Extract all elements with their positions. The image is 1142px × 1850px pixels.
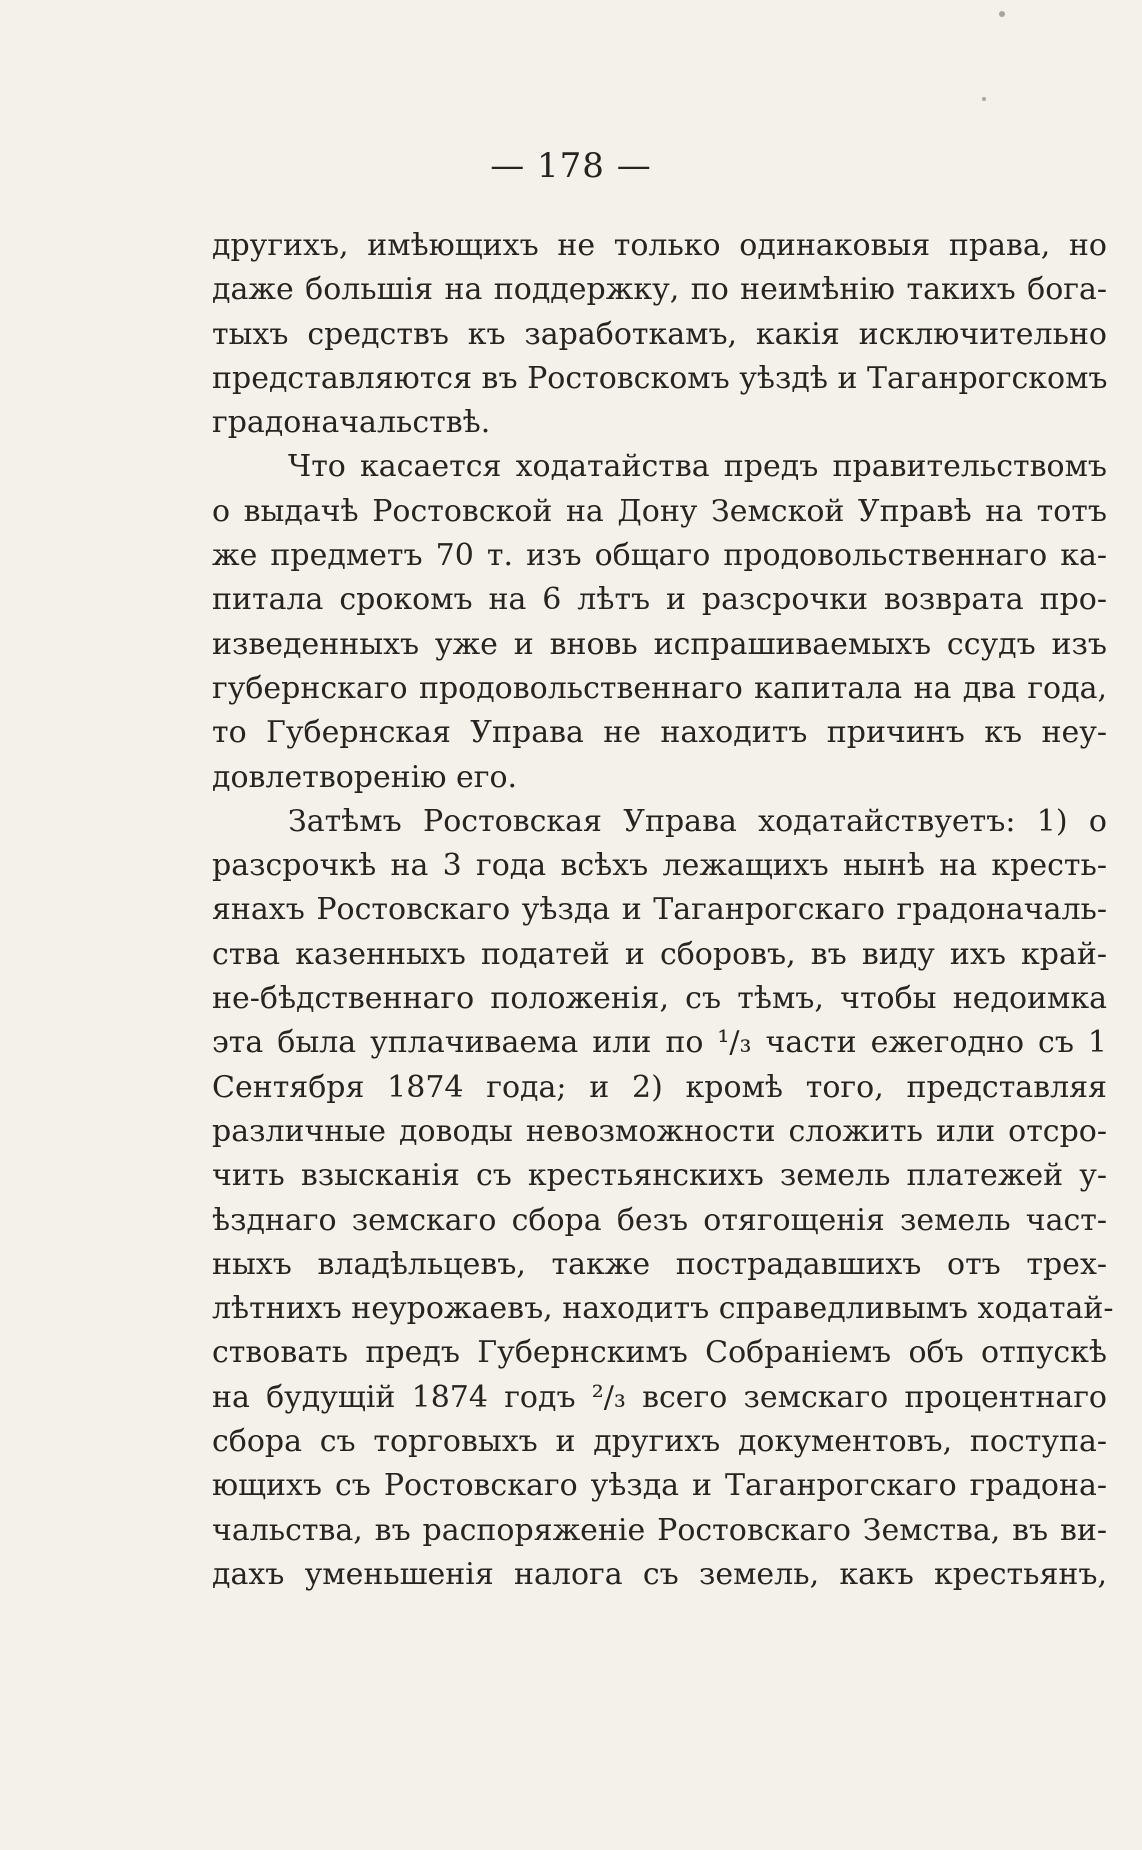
text-line: градоначальствѣ. [212,405,491,441]
text-line: ѣзднаго земскаго сбора безъ отягощенія земель част- [212,1202,1107,1238]
text-line: о выдачѣ Ростовской на Дону Земской Управѣ на тотъ [212,493,1107,529]
body-text [212,224,1114,1597]
text-line: лѣтнихъ неурожаевъ, находитъ справедливымъ ходатай- [212,1291,1114,1327]
text-line: даже большія на поддержку, по неимѣнію такихъ бога- [212,272,1107,308]
text-line: ствовать предъ Губернскимъ Собраніемъ объ отпускѣ [212,1335,1107,1371]
text-line: другихъ, имѣющихъ не только одинаковыя права, но [212,228,1107,263]
text-line: на будущій 1874 годъ ²/₃ всего земскаго процентнаго [212,1379,1107,1415]
text-line: эта была уплачиваема или по ¹/₃ части ежегодно съ 1 [212,1025,1107,1061]
page-number: — 178 — [490,146,652,186]
text-line: изведенныхъ уже и вновь испрашиваемыхъ ссудъ изъ [212,626,1107,662]
text-line: ныхъ владѣльцевъ, также пострадавшихъ отъ трех- [212,1246,1107,1282]
text-line: губернскаго продовольственнаго капитала на два года, [212,670,1107,706]
text-line: Сентября 1874 года; и 2) кромѣ того, представляя [212,1069,1107,1105]
text-line: различные доводы невозможности сложить или отсро- [212,1113,1107,1149]
text-line: ющихъ съ Ростовскаго уѣзда и Таганрогскаго градона- [212,1468,1107,1504]
text-line: янахъ Ростовскаго уѣзда и Таганрогскаго градоначаль- [212,892,1107,928]
text-line: разсрочкѣ на 3 года всѣхъ лежащихъ нынѣ на кресть- [212,848,1107,884]
text-line: Затѣмъ Ростовская Управа ходатайствуетъ: 1) о [288,803,1107,839]
text-line: питала срокомъ на 6 лѣтъ и разсрочки возврата про- [212,582,1107,618]
text-line: чальства, въ распоряженіе Ростовскаго Земства, въ ви- [212,1512,1107,1548]
text-line: чить взысканія съ крестьянскихъ земель платежей у- [212,1158,1107,1194]
text-line: ства казенныхъ податей и сборовъ, въ виду ихъ край- [212,936,1107,972]
text-line: же предметъ 70 т. изъ общаго продовольственнаго ка- [212,538,1107,574]
text-line: тыхъ средствъ къ заработкамъ, какія исключительно [212,316,1107,352]
text-line: не-бѣдственнаго положенія, съ тѣмъ, чтобы недоимка [212,981,1107,1017]
paper-speck [999,11,1005,17]
text-line: Что касается ходатайства предъ правительствомъ [288,449,1107,485]
text-line: сбора съ торговыхъ и другихъ документовъ, поступа- [212,1424,1107,1460]
paper-speck [982,97,986,101]
text-line: представляются въ Ростовскомъ уѣздѣ и Таганрогскомъ [212,360,1108,396]
text-line: дахъ уменьшенія налога съ земель, какъ крестьянъ, [212,1556,1107,1592]
text-line: то Губернская Управа не находитъ причинъ къ неу- [212,715,1107,751]
text-line: довлетворенію его. [212,759,518,795]
